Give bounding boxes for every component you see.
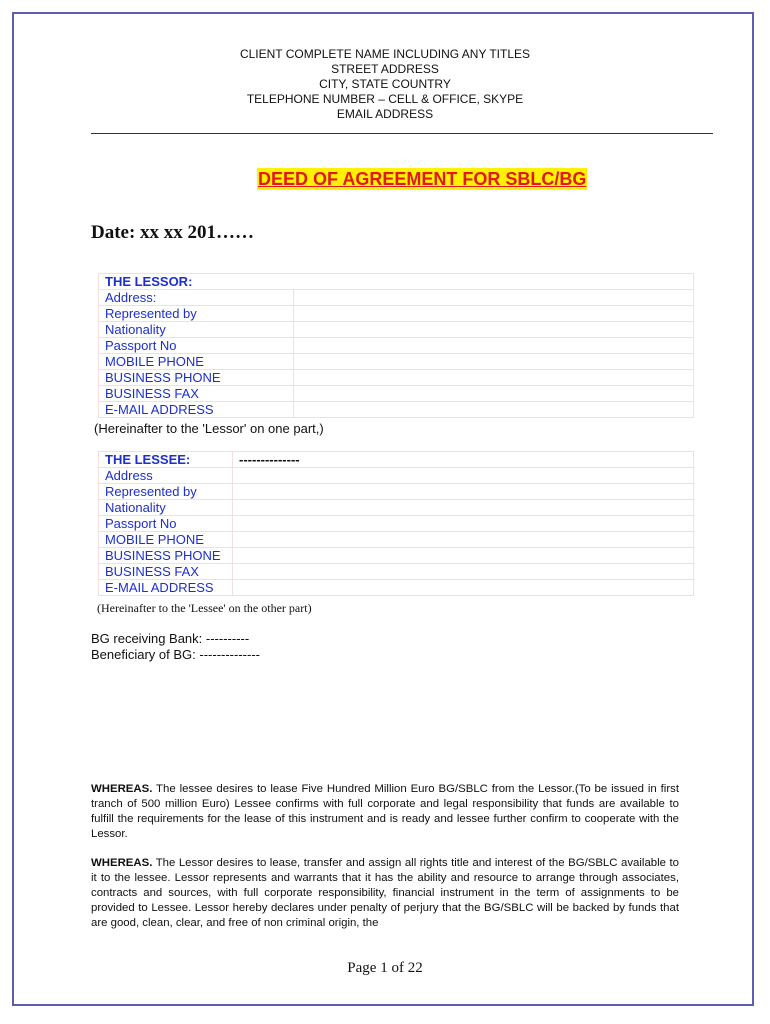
table-row xyxy=(99,532,694,548)
field-value[interactable] xyxy=(233,516,694,532)
field-label: MOBILE PHONE xyxy=(99,354,294,370)
whereas-clause-2 xyxy=(91,856,679,932)
field-value[interactable] xyxy=(233,532,694,548)
field-label: MOBILE PHONE xyxy=(99,532,233,548)
table-row xyxy=(99,484,694,500)
lessor-heading: THE LESSOR: xyxy=(99,274,694,290)
email-line: EMAIL ADDRESS xyxy=(336,107,434,121)
table-row xyxy=(99,322,694,338)
lessee-table xyxy=(98,451,694,596)
table-row xyxy=(99,564,694,580)
table-row xyxy=(99,468,694,484)
field-value[interactable] xyxy=(294,306,694,322)
city-state-line: CITY, STATE COUNTRY xyxy=(319,77,451,91)
field-value[interactable] xyxy=(294,370,694,386)
table-row xyxy=(99,354,694,370)
beneficiary: Beneficiary of BG: -------------- xyxy=(91,647,260,662)
field-label: Passport No xyxy=(99,516,233,532)
document-date: Date: xx xx 201…… xyxy=(91,222,255,243)
field-label: BUSINESS PHONE xyxy=(99,548,233,564)
field-value[interactable] xyxy=(233,500,694,516)
lessor-table xyxy=(98,273,694,418)
field-label: E-MAIL ADDRESS xyxy=(99,402,294,418)
whereas-clause-1 xyxy=(91,782,679,842)
document-title: DEED OF AGREEMENT FOR SBLC/BG xyxy=(258,169,587,189)
lessor-note: (Hereinafter to the 'Lessor' on one part,) xyxy=(94,421,324,436)
table-row xyxy=(99,370,694,386)
field-label: Nationality xyxy=(99,322,294,338)
field-label: BUSINESS PHONE xyxy=(99,370,294,386)
field-label: BUSINESS FAX xyxy=(99,386,294,402)
header-divider xyxy=(91,133,713,134)
table-row xyxy=(99,290,694,306)
field-label: Represented by xyxy=(99,306,294,322)
table-row xyxy=(99,500,694,516)
lessee-heading-value: -------------- xyxy=(233,452,694,468)
telephone-line: TELEPHONE NUMBER – CELL & OFFICE, SKYPE xyxy=(246,92,524,106)
table-row xyxy=(99,580,694,596)
field-value[interactable] xyxy=(233,580,694,596)
lessee-heading: THE LESSEE: xyxy=(99,452,233,468)
client-name-line: CLIENT COMPLETE NAME INCLUDING ANY TITLES xyxy=(239,47,531,61)
whereas-text: The Lessor desires to lease, transfer and assign all rights title and interest of the BG/SBLC available to it to the lessee. Lessor represents and warrants that it has the ability and resource to arrange through associates, contracts and sources, with full corporate responsibility, financial instrument in the term of assignments to be provided to Lessee. Lessor hereby declares under penalty of perjury that the BG/SBLC will be backed by funds that are good, clean, clear, and free of non criminal origin, the xyxy=(91,857,679,929)
table-row xyxy=(99,452,694,468)
field-value[interactable] xyxy=(233,548,694,564)
field-value[interactable] xyxy=(233,564,694,580)
whereas-lead: WHEREAS. xyxy=(91,783,153,795)
table-row xyxy=(99,402,694,418)
field-value[interactable] xyxy=(294,322,694,338)
field-value[interactable] xyxy=(294,338,694,354)
field-value[interactable] xyxy=(294,386,694,402)
field-label: Address: xyxy=(99,290,294,306)
bank-details xyxy=(91,631,260,663)
table-row xyxy=(99,386,694,402)
page-number: Page 1 of 22 xyxy=(347,960,423,976)
field-value[interactable] xyxy=(294,354,694,370)
field-label: Address xyxy=(99,468,233,484)
field-value[interactable] xyxy=(294,290,694,306)
letterhead xyxy=(0,47,770,122)
field-label: BUSINESS FAX xyxy=(99,564,233,580)
lessee-note: (Hereinafter to the 'Lessee' on the other part) xyxy=(97,601,312,615)
field-label: Nationality xyxy=(99,500,233,516)
table-row xyxy=(99,306,694,322)
field-value[interactable] xyxy=(233,484,694,500)
receiving-bank: BG receiving Bank: ---------- xyxy=(91,631,250,646)
field-label: Passport No xyxy=(99,338,294,354)
whereas-lead: WHEREAS. xyxy=(91,857,153,869)
field-value[interactable] xyxy=(294,402,694,418)
street-address-line: STREET ADDRESS xyxy=(331,62,439,76)
table-row xyxy=(99,516,694,532)
field-label: E-MAIL ADDRESS xyxy=(99,580,233,596)
table-row xyxy=(99,274,694,290)
field-label: Represented by xyxy=(99,484,233,500)
field-value[interactable] xyxy=(233,468,694,484)
table-row xyxy=(99,338,694,354)
table-row xyxy=(99,548,694,564)
whereas-text: The lessee desires to lease Five Hundred Million Euro BG/SBLC from the Lessor.(To be issued in first tranch of 500 million Euro) Lessee confirms with full corporate and legal responsibility that funds are available to fulfill the requirements for the lease of this instrument and is ready and lessee further confirm to cooperate with the Lessor. xyxy=(91,783,679,840)
